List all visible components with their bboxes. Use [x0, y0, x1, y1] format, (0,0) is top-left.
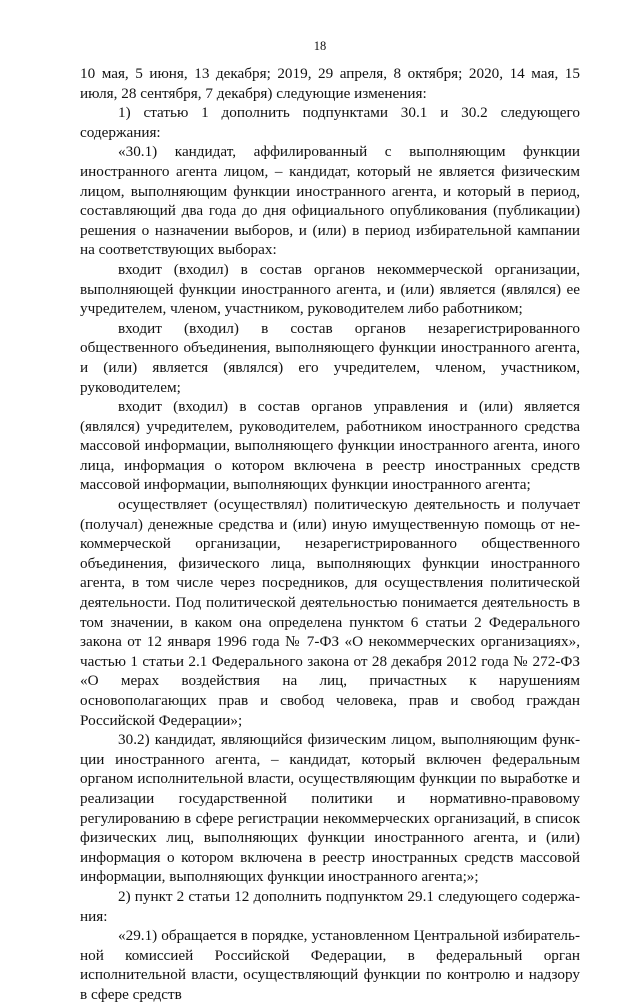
paragraph: входит (входил) в состав органов управления и (или) является (являлся) учредителем, руководителем, работником иностранного средства массовой информации, выполняющего функции иностранного агента, иного лица, информация о котором включена в реестр иностранных средств массовой информации, выполняющих функции иностранного агента;: [80, 398, 580, 494]
paragraph: 30.2) кандидат, являющийся физическим лицом, выполняющим функции иностранного агента, – кандидат, который включен федеральным органом исполнительной власти, осуществляющим функции по выработке и реализации государственной политики и нормативно-правовому регулированию в сфере регистрации некоммерческих организаций, в список физических лиц, выполняющих функции иностранного агента, и (или) информация о котором включена в реестр иностранных средств массовой информации, выполняющих функции иностранного агента;»;: [80, 731, 580, 886]
paragraph: входит (входил) в состав органов незарегистрированного общественного объединения, выполняющего функции иностранного агента, и (или) является (являлся) его учредителем, членом, участником, руководителем;: [80, 319, 580, 396]
paragraph: осуществляет (осуществлял) политическую деятельность и получает (получал) денежные средства и (или) иную имущественную помощь от некоммерческой организации, незарегистрированного общественного объединения, физического лица, выполняющих функции иностранного агента, в том числе через посредников, для осуществления политической деятельности. Под политической деятельностью понимается деятельность в том значении, в каком она определена пунктом 6 статьи 2 Федерального закона от 12 января 1996 года № 7-ФЗ «О некоммерческих организациях», частью 1 статьи 2.1 Федерального закона от 28 декабря 2012 года № 272-ФЗ «О мерах воздействия на лиц, причастных к нарушениям основополагающих прав и свобод человека, прав и свобод граждан Российской Федерации»;: [80, 496, 580, 729]
document-body: [80, 64, 580, 1005]
paragraph: «30.1) кандидат, аффилированный с выполняющим функции иностранного агента лицом, – кандидат, который не является физическим лицом, выполняющим функции иностранного агента, и который в период, составляющий два года до дня официального опубликования (публикации) решения о назначении выборов, и (или) в период избирательной кампании на соответствующих выборах:: [80, 143, 580, 259]
paragraph: 10 мая, 5 июня, 13 декабря; 2019, 29 апреля, 8 октября; 2020, 14 мая, 15 июля, 28 сентября, 7 декабря) следующие изменения:: [80, 65, 580, 102]
paragraph: 1) статью 1 дополнить подпунктами 30.1 и 30.2 следующего содержания:: [80, 104, 580, 141]
page-number: 18: [313, 39, 327, 53]
paragraph: «29.1) обращается в порядке, установленном Центральной избирательной комиссией Российской Федерации, в федеральный орган исполнительной власти, осуществляющий функции по контролю и надзору в сфере средств: [80, 927, 580, 1003]
paragraph: входит (входил) в состав органов некоммерческой организации, выполняющей функции иностранного агента, и (или) является (являлся) ее учредителем, членом, участником, руководителем либо работником;: [80, 260, 580, 318]
paragraph: 2) пункт 2 статьи 12 дополнить подпунктом 29.1 следующего содержания:: [80, 887, 580, 925]
